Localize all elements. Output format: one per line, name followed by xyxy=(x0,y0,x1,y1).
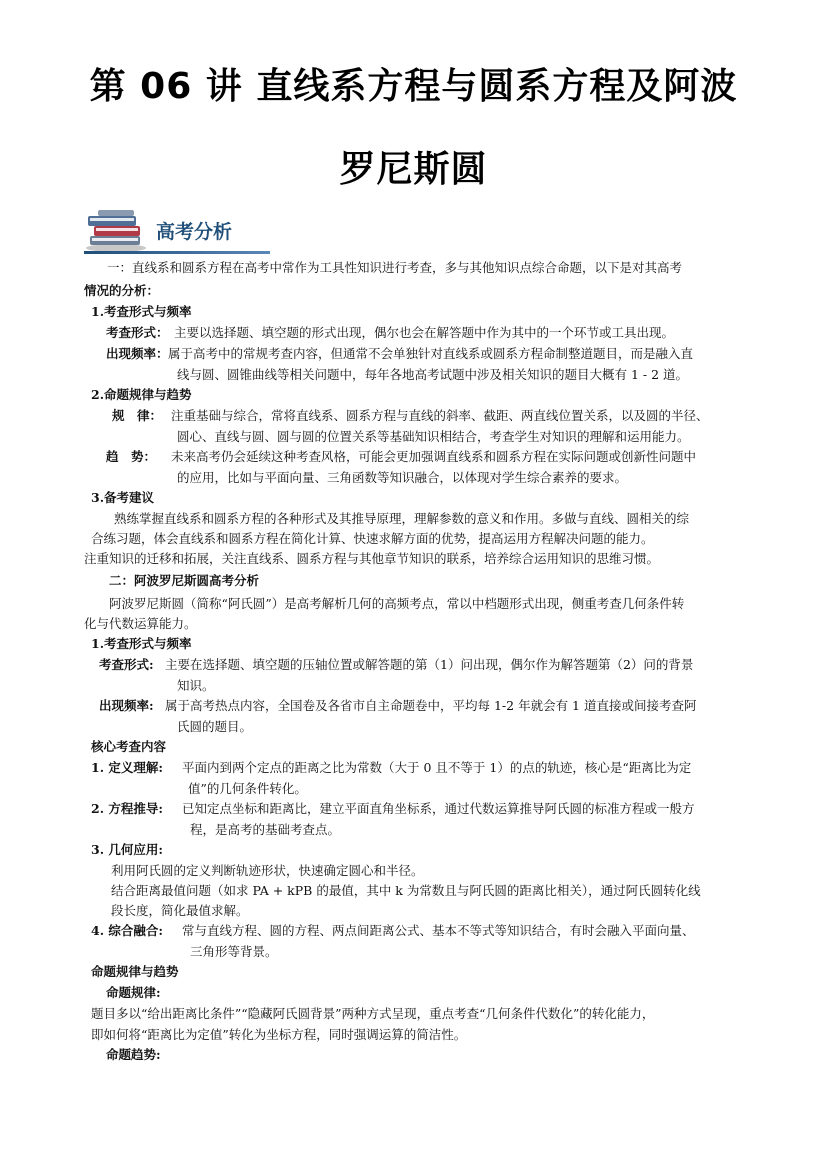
part2-c3-text-b: 结合距离最值问题（如求 PA + kPB 的最值，其中 k 为常数且与阿氏圆的距离比相关），通过阿氏圆转化线 xyxy=(111,883,701,898)
part1-s2-trend-text-a: 未来高考仍会延续这种考查风格，可能会更加强调直线系和圆系方程在实际问题或创新性问题中 xyxy=(171,449,697,464)
part1-s3-text-b: 合练习题，体会直线系和圆系方程在简化计算、快速求解方面的优势，提高运用方程解决问题的能力。 xyxy=(91,531,654,546)
books-icon xyxy=(84,208,148,252)
part1-s1-freq-text-a: 属于高考中的常规考查内容，但通常不会单独针对直线系或圆系方程命制整道题目，而是融入直 xyxy=(168,346,694,361)
part1-intro-a: 一：直线系和圆系方程在高考中常作为工具性知识进行考查，多与其他知识点综合命题，以下是对其高考 xyxy=(107,260,683,275)
section-underline xyxy=(84,251,270,254)
section-label: 高考分析 xyxy=(156,221,233,243)
part2-intro-a: 阿波罗尼斯圆（简称“阿氏圆”）是高考解析几何的高频考点，常以中档题形式出现，侧重考查几何条件转 xyxy=(109,596,685,611)
part1-s1-form-label: 考查形式： xyxy=(106,325,169,340)
part2-s1-freq-text-b: 氏圆的题目。 xyxy=(177,719,253,734)
section-banner xyxy=(84,208,270,254)
part1-s2-rule-text-b: 圆心、直线与圆、圆与圆的位置关系等基础知识相结合，考查学生对知识的理解和运用能力。 xyxy=(177,429,690,444)
part2-c4-text-a: 常与直线方程、圆的方程、两点间距离公式、基本不等式等知识结合，有时会融入平面向量、 xyxy=(182,923,695,938)
part1-s2-rule-text-a: 注重基础与综合，常将直线系、圆系方程与直线的斜率、截距、两直线位置关系，以及圆的半径、 xyxy=(171,408,709,423)
page-title-line-1: 第 06 讲 直线系方程与圆系方程及阿波 xyxy=(89,66,738,107)
part2-intro-b: 化与代数运算能力。 xyxy=(84,616,197,631)
part1-s1-freq-label: 出现频率： xyxy=(106,346,169,361)
part2-c2-text-a: 已知定点坐标和距离比，建立平面直角坐标系，通过代数运算推导阿氏圆的标准方程或一般方 xyxy=(182,801,695,816)
part1-s2-heading: 2.命题规律与趋势 xyxy=(91,387,192,402)
part2-s1-form-text-b: 知识。 xyxy=(177,678,215,693)
page-title-line-2: 罗尼斯圆 xyxy=(339,149,488,190)
part1-s2-rule-label: 规 律： xyxy=(112,408,163,423)
part2-rule-label: 命题规律: xyxy=(106,985,161,1000)
part1-s1-form-text: 主要以选择题、填空题的形式出现，偶尔也会在解答题中作为其中的一个环节或工具出现。 xyxy=(174,325,675,340)
part2-c1-text-a: 平面内到两个定点的距离之比为常数（大于 0 且不等于 1）的点的轨迹，核心是“距离比为定 xyxy=(182,760,692,775)
part2-trend-heading: 命题规律与趋势 xyxy=(91,964,179,979)
part2-c2-text-b: 程，是高考的基础考查点。 xyxy=(190,822,341,837)
part2-s1-form-label: 考查形式: xyxy=(99,657,154,672)
part2-c1-text-b: 值”的几何条件转化。 xyxy=(188,781,307,796)
part1-s3-heading: 3.备考建议 xyxy=(91,490,155,505)
part2-c2-label: 2. 方程推导: xyxy=(91,801,164,816)
part2-c3-label: 3. 几何应用: xyxy=(91,842,164,857)
part2-core-heading: 核心考查内容 xyxy=(91,739,167,754)
part1-s1-heading: 1.考查形式与频率 xyxy=(91,304,192,319)
part2-heading: 二：阿波罗尼斯圆高考分析 xyxy=(109,573,260,588)
part2-c4-text-b: 三角形等背景。 xyxy=(190,944,278,959)
part1-s1-freq-text-b: 线与圆、圆锥曲线等相关问题中，每年各地高考试题中涉及相关知识的题目大概有 1 - 2 道。 xyxy=(177,367,689,382)
part2-c3-text-c: 段长度，简化最值求解。 xyxy=(111,903,249,918)
part2-rule-text-a: 题目多以“给出距离比条件”“隐藏阿氏圆背景”两种方式呈现，重点考查“几何条件代数化”的转化能力， xyxy=(91,1006,655,1021)
part2-trend-label: 命题趋势: xyxy=(106,1047,161,1062)
part2-s1-freq-label: 出现频率: xyxy=(99,698,154,713)
part2-s1-form-text-a: 主要在选择题、填空题的压轴位置或解答题的第（1）问出现，偶尔作为解答题第（2）问的背景 xyxy=(165,657,694,672)
part2-s1-heading: 1.考查形式与频率 xyxy=(91,636,192,651)
part2-s1-freq-text-a: 属于高考热点内容，全国卷及各省市自主命题卷中，平均每 1-2 年就会有 1 道直接或间接考查阿 xyxy=(165,698,697,713)
part2-c1-label: 1. 定义理解: xyxy=(91,760,164,775)
part1-s3-text-c: 注重知识的迁移和拓展，关注直线系、圆系方程与其他章节知识的联系，培养综合运用知识的思维习惯。 xyxy=(84,551,660,566)
part2-c4-label: 4. 综合融合: xyxy=(91,923,164,938)
part1-intro-b: 情况的分析： xyxy=(84,283,160,298)
part1-s2-trend-text-b: 的应用，比如与平面向量、三角函数等知识融合，以体现对学生综合素养的要求。 xyxy=(177,470,628,485)
part1-s3-text-a: 熟练掌握直线系和圆系方程的各种形式及其推导原理，理解参数的意义和作用。多做与直线、圆相关的综 xyxy=(114,511,690,526)
part2-c3-text-a: 利用阿氏圆的定义判断轨迹形状，快速确定圆心和半径。 xyxy=(111,863,424,878)
part1-s2-trend-label: 趋 势： xyxy=(106,449,157,464)
part2-rule-text-b: 即如何将“距离比为定值”转化为坐标方程，同时强调运算的简洁性。 xyxy=(91,1027,467,1042)
